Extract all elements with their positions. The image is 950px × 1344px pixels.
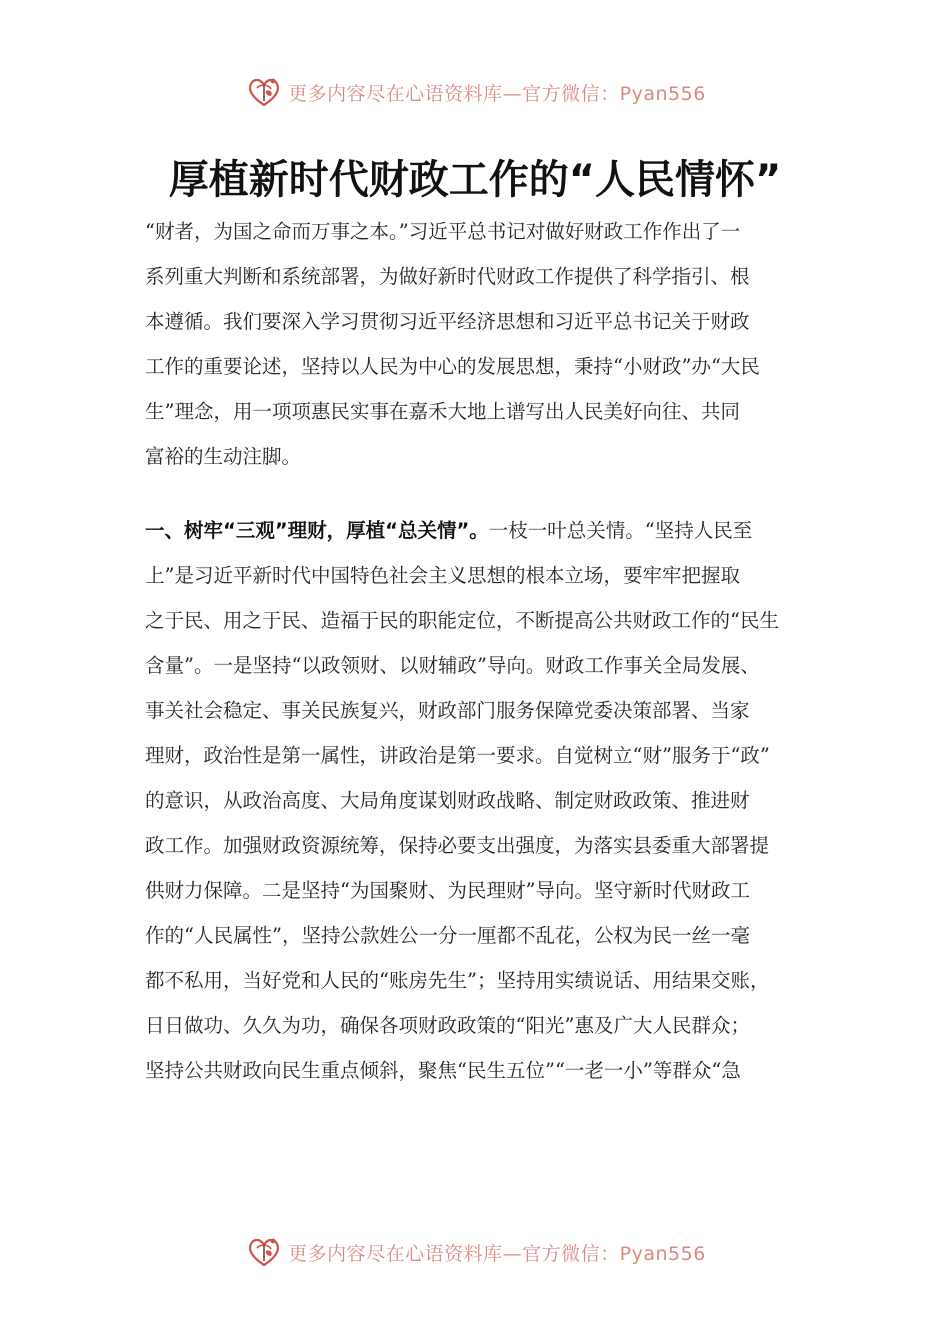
watermark-banner-bottom [0, 1230, 950, 1274]
text-line: 都不私用，当好党和人民的“账房先生”；坚持用实绩说话、用结果交账， [145, 969, 770, 992]
text-line: 政工作。加强财政资源统筹，保持必要支出强度，为落实县委重大部署提 [145, 834, 770, 857]
watermark-text-bottom: 更多内容尽在心语资料库—官方微信：Pyan556 [288, 1242, 706, 1265]
text-line: 事关社会稳定、事关民族复兴，财政部门服务保障党委决策部署、当家 [145, 699, 750, 722]
document-title: 厚植新时代财政工作的“人民情怀” [168, 157, 782, 203]
text-line: 之于民、用之于民、造福于民的职能定位，不断提高公共财政工作的“民生 [145, 609, 779, 632]
text-line: 本遵循。我们要深入学习贯彻习近平经济思想和习近平总书记关于财政 [145, 310, 750, 333]
section-1-heading: 一、树牢“三观”理财，厚植“总关情”。 [145, 519, 489, 542]
watermark-banner-top [0, 70, 950, 114]
text-line: 生”理念，用一项项惠民实事在嘉禾大地上谱写出人民美好向往、共同 [145, 400, 740, 423]
text-line: 工作的重要论述，坚持以人民为中心的发展思想，秉持“小财政”办“大民 [145, 355, 760, 378]
section-1-first-line-text: 一枝一叶总关情。“坚持人民至 [488, 519, 753, 542]
text-line: 含量”。一是坚持“以政领财、以财辅政”导向。财政工作事关全局发展、 [145, 654, 760, 677]
text-line: “财者，为国之命而万事之本。”习近平总书记对做好财政工作作出了一 [145, 220, 741, 243]
watermark-text-top: 更多内容尽在心语资料库—官方微信：Pyan556 [288, 82, 706, 105]
text-line: 的意识，从政治高度、大局角度谋划财政战略、制定财政政策、推进财 [145, 789, 750, 812]
heart-leaf-logo-icon [244, 1232, 284, 1272]
text-line: 理财，政治性是第一属性，讲政治是第一要求。自觉树立“财”服务于“政” [145, 744, 770, 767]
section-1-paragraph [145, 508, 825, 1093]
text-line: 供财力保障。二是坚持“为国聚财、为民理财”导向。坚守新时代财政工 [145, 879, 750, 902]
text-line: 日日做功、久久为功，确保各项财政政策的“阳光”惠及广大人民群众； [145, 1014, 750, 1037]
text-line: 作的“人民属性”，坚持公款姓公一分一厘都不乱花，公权为民一丝一毫 [145, 924, 750, 947]
text-line: 坚持公共财政向民生重点倾斜，聚焦“民生五位”“一老一小”等群众“急 [145, 1059, 741, 1082]
intro-paragraph [145, 209, 825, 479]
text-line: 富裕的生动注脚。 [145, 445, 302, 468]
text-line: 系列重大判断和系统部署，为做好新时代财政工作提供了科学指引、根 [145, 265, 750, 288]
heart-leaf-logo-icon [244, 72, 284, 112]
section-1-first-line [145, 508, 825, 553]
text-line: 上”是习近平新时代中国特色社会主义思想的根本立场，要牢牢把握取 [145, 564, 740, 587]
